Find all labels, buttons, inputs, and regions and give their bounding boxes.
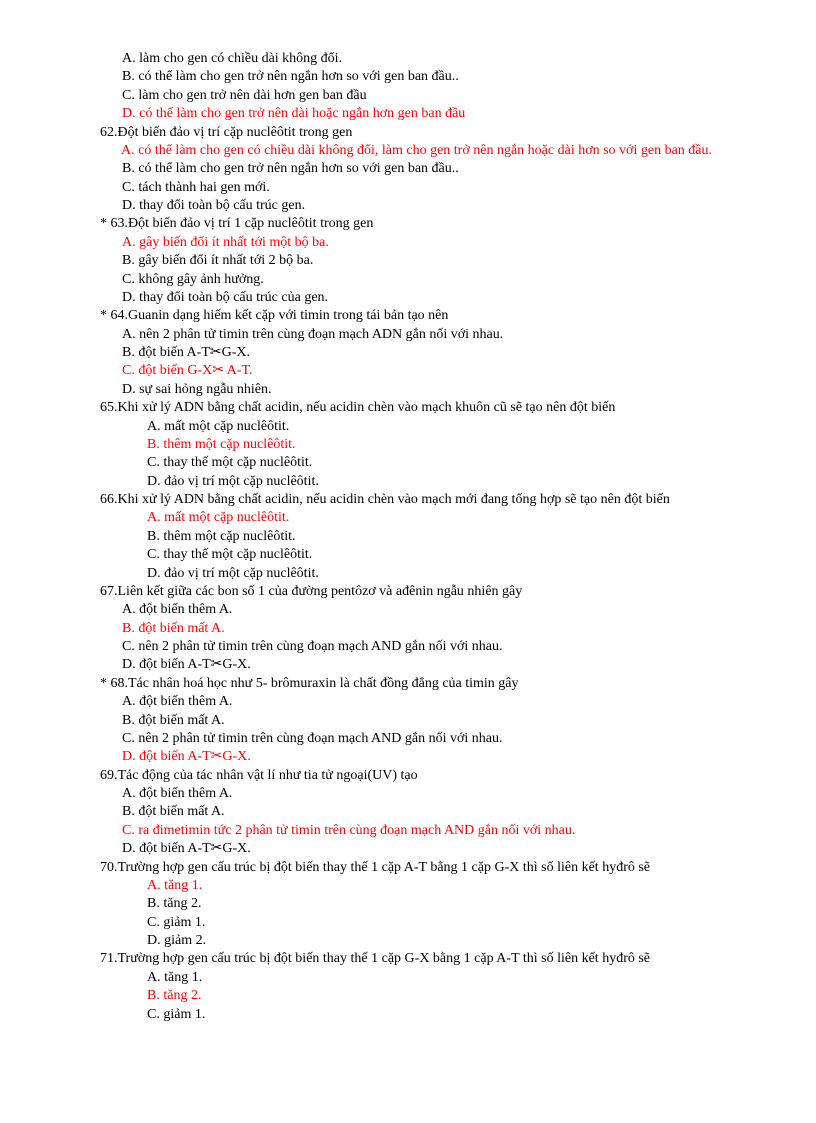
answer-option: D. đảo vị trí một cặp nuclêôtit. (147, 473, 319, 489)
answer-option: B. thêm một cặp nuclêôtit. (147, 528, 296, 544)
answer-option: C. nên 2 phân tử timin trên cùng đoạn mạch AND gắn nối với nhau. (122, 639, 503, 654)
answer-option: C. tách thành hai gen mới. (122, 179, 270, 195)
answer-option: C. thay thế một cặp nuclêôtit. (147, 547, 313, 563)
answer-option: D. đột biến A-T✂G-X. (122, 657, 251, 673)
question-text: * 63.Đột biến đảo vị trí 1 cặp nuclêôtit trong gen (100, 216, 374, 232)
answer-option: A. làm cho gen có chiều dài không đổi. (122, 51, 343, 66)
answer-option: B. có thể làm cho gen trở nên ngắn hơn so với gen ban đầu.. (122, 161, 459, 177)
answer-option: A. mất một cặp nuclêôtit. (147, 510, 290, 526)
answer-option: A. tăng 1. (147, 969, 203, 985)
answer-option: D. có thể làm cho gen trở nên dài hoặc ngắn hơn gen ban đầu (122, 106, 466, 122)
answer-option: A. gây biến đổi ít nhất tới một bộ ba. (122, 234, 329, 250)
answer-option: C. thay thế một cặp nuclêôtit. (147, 455, 313, 471)
answer-option: B. đột biến mất A. (122, 620, 225, 636)
answer-option: B. tăng 2. (147, 988, 202, 1004)
answer-option: D. thay đổi toàn bộ cấu trúc của gen. (122, 289, 329, 305)
question-text: 62.Đột biến đảo vị trí cặp nuclêôtit trong gen (100, 124, 353, 140)
answer-option: B. đột biến mất A. (122, 804, 225, 820)
answer-option: A. đột biến thêm A. (122, 694, 233, 710)
answer-option: B. thêm một cặp nuclêôtit. (147, 436, 296, 452)
answer-option: A. nên 2 phân tử timin trên cùng đoạn mạch ADN gắn nối với nhau. (122, 326, 504, 342)
answer-option: C. ra đimetimin tức 2 phân tử timin trên cùng đoạn mạch AND gắn nối với nhau. (122, 822, 576, 838)
answer-option: A. có thể làm cho gen có chiều dài không đổi, làm cho gen trở nên ngắn hoặc dài hơn so với gen ban đầu. (100, 142, 712, 158)
question-text: 67.Liên kết giữa các bon số 1 của đường pentôzơ và ađênin ngẫu nhiên gây (100, 583, 523, 599)
answer-option: C. không gây ảnh hưởng. (122, 271, 264, 287)
answer-option: B. tăng 2. (147, 896, 202, 912)
answer-option: C. đột biến G-X✂ A-T. (122, 363, 253, 379)
answer-option: D. đảo vị trí một cặp nuclêôtit. (147, 565, 319, 581)
answer-option: D. thay đổi toàn bộ cấu trúc gen. (122, 198, 306, 213)
question-text: 69.Tác động của tác nhân vật lí như tia tử ngoại(UV) tạo (100, 767, 418, 783)
answer-option: D. đột biến A-T✂G-X. (122, 841, 251, 857)
answer-option: A. đột biến thêm A. (122, 602, 233, 618)
answer-option: D. giảm 2. (147, 933, 207, 948)
question-text: 71.Trường hợp gen cấu trúc bị đột biến thay thế 1 cặp G-X bằng 1 cặp A-T thì số liên kết hyđrô sẽ (100, 951, 651, 967)
answer-option: A. đột biến thêm A. (122, 786, 233, 801)
answer-option: A. tăng 1. (147, 877, 203, 893)
answer-option: B. đột biến A-T✂G-X. (122, 345, 250, 360)
answer-option: C. giảm 1. (147, 914, 206, 930)
question-text: 65.Khi xử lý ADN bằng chất acidin, nếu acidin chèn vào mạch khuôn cũ sẽ tạo nên đột biến (100, 400, 616, 416)
question-text: * 68.Tác nhân hoá học như 5- brômuraxin là chất đồng đẳng của timin gây (100, 675, 519, 691)
question-text: * 64.Guanin dạng hiếm kết cặp với timin trong tái bản tạo nên (100, 308, 449, 324)
question-text: 66.Khi xử lý ADN bằng chất acidin, nếu acidin chèn vào mạch mới đang tổng hợp sẽ tạo nên đột biến (100, 492, 670, 507)
answer-option: C. nên 2 phân tử timin trên cùng đoạn mạch AND gắn nối với nhau. (122, 730, 503, 746)
answer-option: B. đột biến mất A. (122, 712, 225, 728)
answer-option: A. mất một cặp nuclêôtit. (147, 418, 290, 434)
answer-option: D. đột biến A-T✂G-X. (122, 749, 251, 765)
answer-option: B. gây biến đổi ít nhất tới 2 bộ ba. (122, 253, 314, 269)
answer-option: C. làm cho gen trở nên dài hơn gen ban đầu (122, 87, 367, 103)
document-page (0, 50, 816, 1024)
answer-option: D. sự sai hỏng ngẫu nhiên. (122, 381, 272, 397)
answer-option: B. có thể làm cho gen trở nên ngắn hơn so với gen ban đầu.. (122, 69, 459, 85)
answer-option: C. giảm 1. (147, 1006, 206, 1022)
question-text: 70.Trường hợp gen cấu trúc bị đột biến thay thế 1 cặp A-T bằng 1 cặp G-X thì số liên kết hyđrô sẽ (100, 859, 651, 875)
